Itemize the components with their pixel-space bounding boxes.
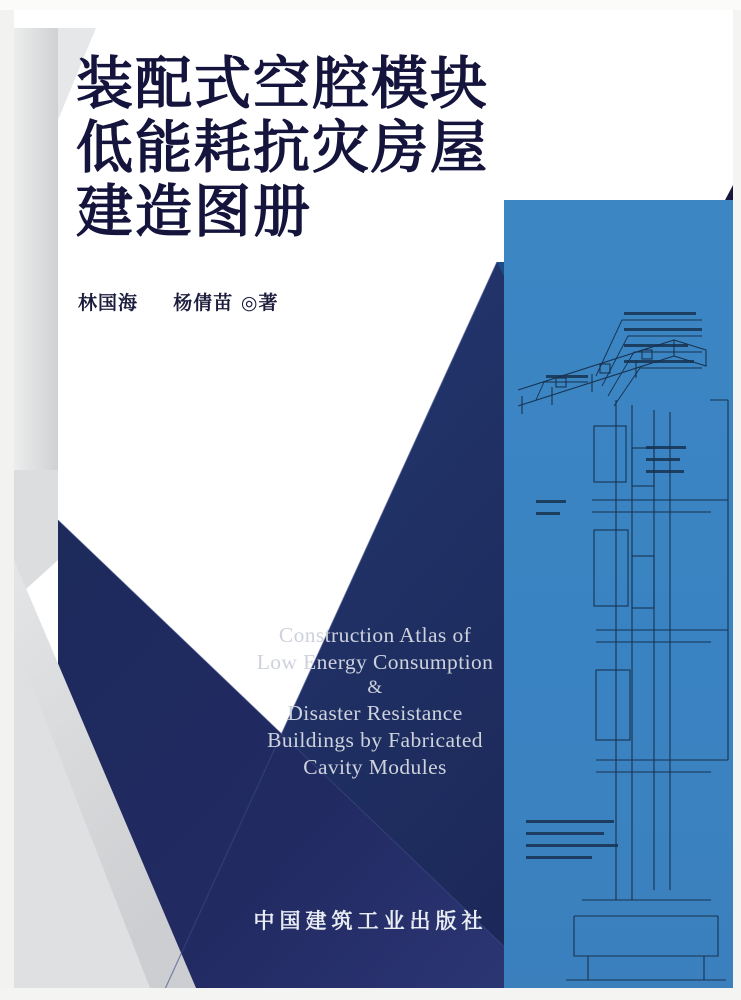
english-subtitle [215, 622, 535, 781]
title-line-1: 装配式空腔模块 [76, 51, 489, 117]
publisher-name: 中国建筑工业出版社 [253, 909, 488, 933]
page-edge-right [733, 0, 741, 1000]
english-subtitle-line-6: Cavity Modules [303, 755, 447, 779]
english-subtitle-line-5: Buildings by Fabricated [267, 728, 483, 752]
author-name-1: 林国海 [78, 292, 139, 314]
page-edge-left [0, 0, 14, 1000]
english-subtitle-line-1: Construction Atlas of [278, 623, 472, 647]
title-line-2: 低能耗抗灾房屋 [76, 115, 489, 181]
title-line-3: 建造图册 [76, 179, 312, 245]
english-subtitle-line-2: Low Energy Consumption [256, 650, 494, 674]
page-edge-top [0, 0, 741, 10]
author-name-2: 杨倩苗 [173, 292, 234, 314]
blueprint-illustration [496, 200, 741, 1000]
english-subtitle-ampersand: & [367, 677, 383, 698]
page-edge-bottom [0, 988, 741, 1000]
english-subtitle-line-4: Disaster Resistance [287, 701, 463, 725]
author-byline [78, 288, 279, 315]
author-role-suffix: ◎著 [240, 292, 279, 314]
cover-title [76, 52, 546, 244]
